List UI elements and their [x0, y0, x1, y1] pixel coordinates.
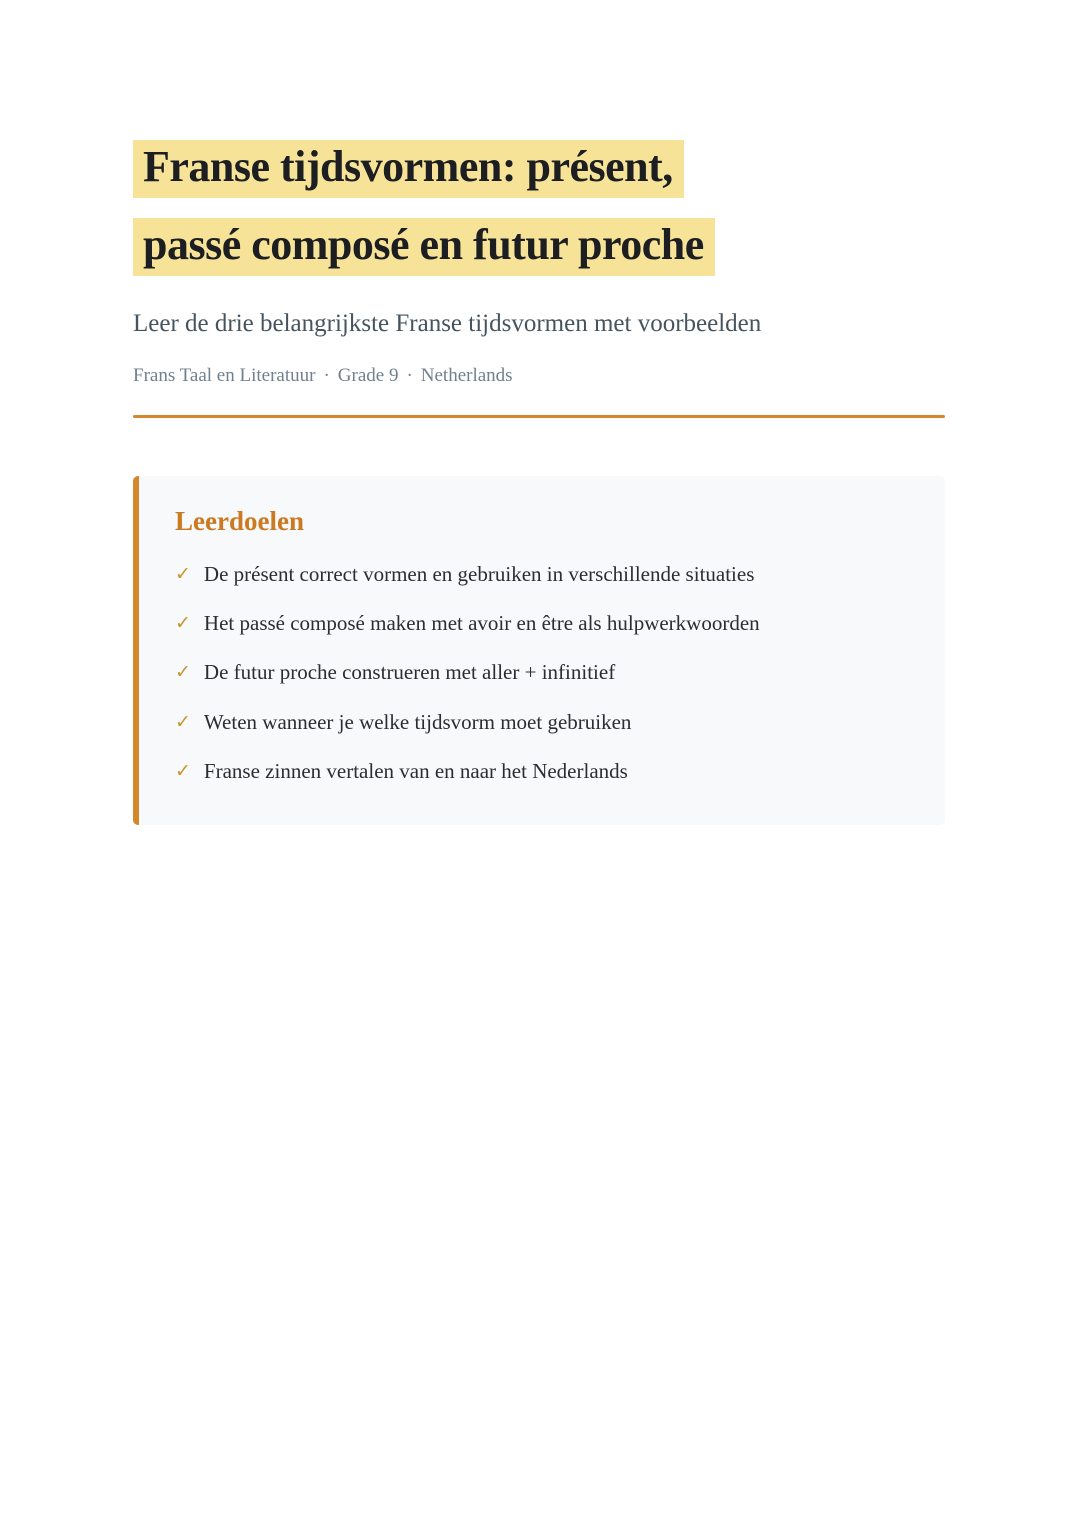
- learning-goals-card: [133, 476, 945, 824]
- lesson-content: [133, 0, 945, 825]
- goal-text: Het passé composé maken met avoir en être als hulpwerkwoorden: [203, 611, 760, 636]
- meta-country: Netherlands: [420, 365, 513, 387]
- title-highlight-1: Franse tijdsvormen: présent,: [133, 140, 684, 198]
- learning-goals-list: [175, 563, 905, 782]
- goal-text: Franse zinnen vertalen van en naar het Nederlands: [203, 758, 628, 783]
- meta-separator: ·: [323, 365, 330, 387]
- goal-text: Weten wanneer je welke tijdsvorm moet gebruiken: [203, 709, 632, 734]
- accent-divider: [133, 415, 945, 418]
- list-item: [175, 612, 905, 635]
- goal-text: De futur proche construeren met aller + infinitief: [203, 660, 616, 685]
- list-item: [175, 711, 905, 734]
- page-title-line-2: [133, 218, 945, 276]
- page-title-line-1: [133, 140, 945, 198]
- checkmark-icon: ✓: [175, 612, 191, 635]
- goal-text: De présent correct vormen en gebruiken in verschillende situaties: [203, 562, 755, 587]
- meta-subject: Frans Taal en Literatuur: [133, 365, 316, 387]
- learning-goals-heading: Leerdoelen: [175, 506, 304, 537]
- checkmark-icon: ✓: [175, 563, 191, 586]
- list-item: [175, 661, 905, 684]
- title-highlight-2: passé composé en futur proche: [133, 218, 715, 276]
- page-subtitle: Leer de drie belangrijkste Franse tijdsvormen met voorbeelden: [133, 310, 762, 337]
- meta-grade: Grade 9: [337, 365, 399, 387]
- checkmark-icon: ✓: [175, 661, 191, 684]
- list-item: [175, 760, 905, 783]
- checkmark-icon: ✓: [175, 759, 191, 782]
- checkmark-icon: ✓: [175, 710, 191, 733]
- page-meta: [133, 365, 945, 387]
- list-item: [175, 563, 905, 586]
- page-title: [133, 140, 945, 276]
- meta-separator: ·: [406, 365, 413, 387]
